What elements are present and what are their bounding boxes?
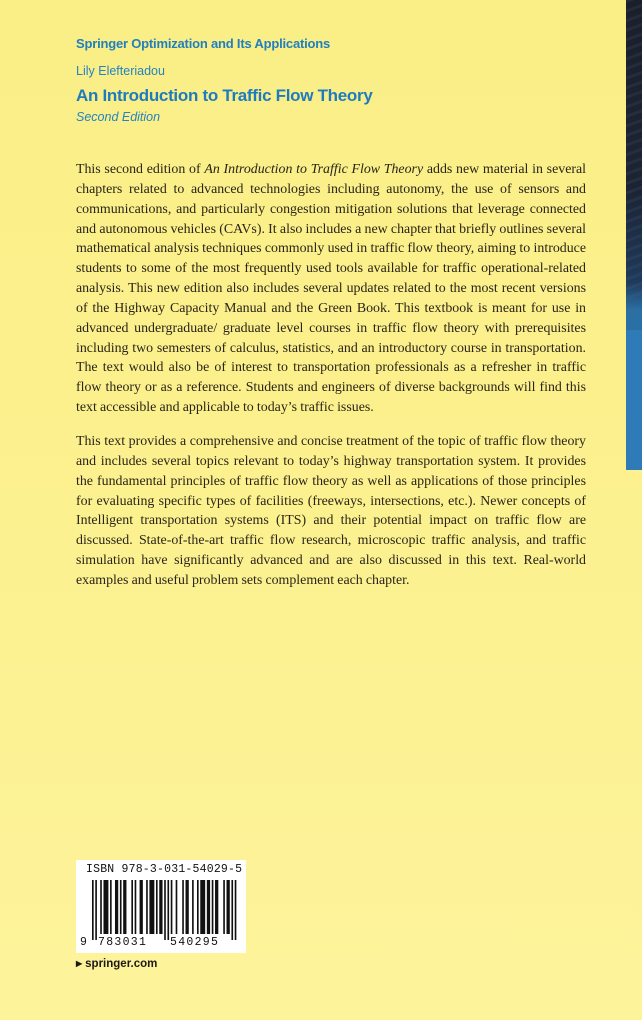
barcode-bar (197, 880, 199, 934)
barcode-bar (115, 880, 118, 934)
barcode-bar (103, 880, 108, 934)
spine-texture (626, 0, 642, 300)
edition-label: Second Edition (76, 110, 161, 124)
para1-text-start: This second edition of (76, 162, 205, 177)
isbn-label: ISBN 978-3-031-54029-5 (86, 863, 243, 876)
publisher-website-link[interactable] (76, 958, 157, 970)
barcode-bar (95, 880, 97, 940)
barcode-bar (227, 880, 230, 934)
author-name: Lily Elefteriadou (76, 64, 165, 78)
barcode-bar (182, 880, 184, 934)
barcode-bar (176, 880, 178, 934)
barcode-bar (92, 880, 94, 940)
barcode-bar (186, 880, 189, 934)
barcode-digits (76, 936, 246, 950)
triangle-right-icon: ▶ (76, 959, 83, 968)
barcode-bar (140, 880, 143, 934)
description-paragraph-1 (76, 160, 586, 418)
description-paragraph-2: This text provides a comprehensive and concise treatment of the topic of traffic flow theory and includes several topics relevant to today’s highway transportation system. It provides the fundamental principles of traffic flow theory as well as applications of those principles for evaluating specific types of facilities (freeways, intersections, etc.). Newer concepts of Intelligent transportation systems (ITS) and their potential impact on traffic flow are discussed. State-of-the-art traffic flow research, microscopic traffic analysis, and traffic simulation have significantly advanced and are also discussed in this text. Real-world examples and useful problem sets complement each chapter. (76, 434, 586, 588)
publisher-website-text: springer.com (85, 958, 158, 970)
barcode-bar (156, 880, 158, 934)
barcode-bar (159, 880, 162, 934)
barcode-bar (131, 880, 133, 934)
barcode-bar (149, 880, 154, 934)
barcode-bar (207, 880, 210, 934)
barcode-bar (223, 880, 225, 934)
series-title: Springer Optimization and Its Applications (76, 36, 331, 51)
barcode-bar (235, 880, 237, 940)
barcode-bar (146, 880, 148, 934)
barcode-digit-first: 9 (80, 936, 87, 949)
book-title: An Introduction to Traffic Flow Theory (76, 86, 373, 105)
spine-blue-accent (626, 330, 642, 470)
para1-text-rest: adds new material in several chapters related to advanced technologies including autonomy, the use of sensors and communications, and particularly congestion mitigation solutions that leverage connected and autonomous vehicles (CAVs). It also includes a new chapter that briefly outlines several mathematical analysis techniques commonly used in traffic flow theory, aiming to introduce students to some of the most frequently used tools available for traffic operational-related analysis. This new edition also includes several updates related to the most recent versions of the Highway Capacity Manual and the Green Book. This textbook is meant for use in advanced undergraduate/ graduate level courses in traffic flow theory with prerequisites including two semesters of calculus, statistics, and an introductory course in transportation. The text would also be of interest to transportation professionals as a refresher in traffic flow theory or as a reference. Students and engineers of diverse backgrounds will find this text accessible and applicable to today’s traffic issues. (76, 162, 587, 416)
spine-edge-band (626, 0, 642, 470)
isbn-barcode (76, 860, 246, 953)
barcode-bar (215, 880, 218, 934)
barcode-bar (171, 880, 173, 934)
barcode-bar (120, 880, 122, 934)
barcode-bar (212, 880, 214, 934)
barcode-bar (200, 880, 205, 934)
barcode-bar (110, 880, 112, 934)
barcode-digits-right: 540295 (170, 936, 220, 949)
barcode-bars (92, 880, 238, 940)
barcode-bar (135, 880, 137, 934)
barcode-bar (123, 880, 126, 934)
barcode-bar (164, 880, 166, 940)
para1-title-italic: An Introduction to Traffic Flow Theory (204, 162, 424, 177)
barcode-bar (192, 880, 194, 934)
barcode-digits-left: 783031 (98, 936, 148, 949)
barcode-bar (231, 880, 233, 940)
barcode-bar (100, 880, 102, 934)
barcode-bar (167, 880, 169, 940)
